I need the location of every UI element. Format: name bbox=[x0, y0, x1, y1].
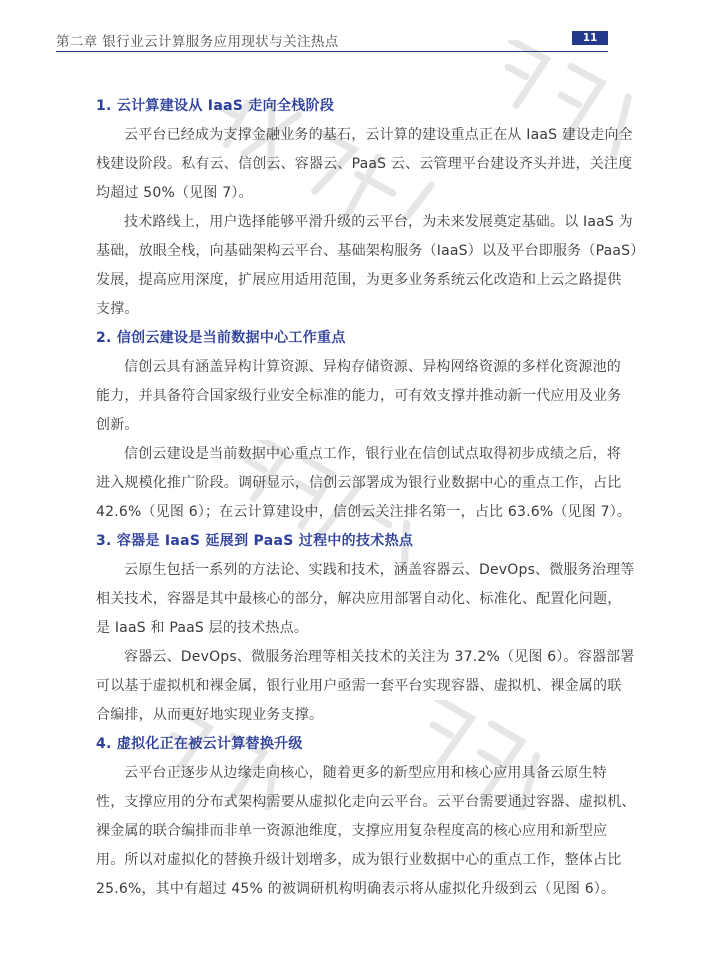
section-title: 4. 虚拟化正在被云计算替换升级 bbox=[96, 736, 303, 752]
paragraph bbox=[96, 208, 645, 324]
text-line: 25.6%，其中有超过 45% 的被调研机构明确表示将从虚拟化升级到云（见图 6）。 bbox=[96, 881, 616, 897]
chapter-title: 第二章 银行业云计算服务应用现状与关注热点 bbox=[56, 34, 339, 50]
text-line: 支撑。 bbox=[96, 301, 139, 317]
header-divider bbox=[56, 51, 608, 52]
text-line: 合编排，从而更好地实现业务支撑。 bbox=[96, 707, 324, 723]
text-line: 可以基于虚拟机和裸金属，银行业用户亟需一套平台实现容器、虚拟机、裸金属的联 bbox=[96, 678, 622, 694]
text-line: 进入规模化推广阶段。调研显示，信创云部署成为银行业数据中心的重点工作，占比 bbox=[96, 475, 622, 491]
page-header bbox=[56, 27, 608, 49]
paragraph bbox=[96, 643, 635, 730]
paragraph bbox=[96, 353, 622, 440]
text-line: 栈建设阶段。私有云、信创云、容器云、PaaS 云、云管理平台建设齐头并进，关注度 bbox=[96, 156, 633, 172]
page-number-badge: 11 bbox=[572, 31, 608, 45]
text-line: 云原生包括一系列的方法论、实践和技术，涵盖容器云、DevOps、微服务治理等 bbox=[124, 562, 635, 578]
text-line: 容器云、DevOps、微服务治理等相关技术的关注为 37.2%（见图 6）。容器部署 bbox=[124, 649, 635, 665]
text-line: 均超过 50%（见图 7）。 bbox=[96, 185, 253, 201]
text-line: 性，支撑应用的分布式架构需要从虚拟化走向云平台。云平台需要通过容器、虚拟机、 bbox=[96, 794, 636, 810]
section-title: 3. 容器是 IaaS 延展到 PaaS 过程中的技术热点 bbox=[96, 533, 414, 549]
text-line: 信创云建设是当前数据中心重点工作，银行业在信创试点取得初步成绩之后，将 bbox=[124, 446, 621, 462]
section-3 bbox=[96, 527, 635, 730]
text-line: 能力，并具备符合国家级行业安全标准的能力，可有效支撑并推动新一代应用及业务 bbox=[96, 388, 622, 404]
text-line: 云平台已经成为支撑金融业务的基石，云计算的建设重点正在从 IaaS 建设走向全 bbox=[124, 127, 633, 143]
text-line: 发展，提高应用深度，扩展应用适用范围，为更多业务系统云化改造和上云之路提供 bbox=[96, 272, 622, 288]
section-1 bbox=[96, 92, 645, 324]
text-line: 云平台正逐步从边缘走向核心，随着更多的新型应用和核心应用具备云原生特 bbox=[124, 765, 607, 781]
paragraph bbox=[96, 121, 633, 208]
section-title: 1. 云计算建设从 IaaS 走向全栈阶段 bbox=[96, 98, 335, 114]
paragraph bbox=[96, 556, 635, 643]
section-4 bbox=[96, 730, 636, 904]
text-line: 42.6%（见图 6）；在云计算建设中，信创云关注排名第一，占比 63.6%（见图 7）。 bbox=[96, 504, 632, 520]
text-line: 用。所以对虚拟化的替换升级计划增多，成为银行业数据中心的重点工作，整体占比 bbox=[96, 852, 622, 868]
text-line: 信创云具有涵盖异构计算资源、异构存储资源、异构网络资源的多样化资源池的 bbox=[124, 359, 621, 375]
section-title: 2. 信创云建设是当前数据中心工作重点 bbox=[96, 330, 346, 346]
article-body bbox=[96, 92, 645, 904]
paragraph bbox=[96, 759, 636, 904]
text-line: 基础，放眼全栈，向基础架构云平台、基础架构服务（IaaS）以及平台即服务（PaaS） bbox=[96, 243, 645, 259]
text-line: 创新。 bbox=[96, 417, 139, 433]
text-line: 技术路线上，用户选择能够平滑升级的云平台，为未来发展奠定基础。以 IaaS 为 bbox=[124, 214, 633, 230]
text-line: 裸金属的联合编排而非单一资源池维度，支撑应用复杂程度高的核心应用和新型应 bbox=[96, 823, 608, 839]
text-line: 是 IaaS 和 PaaS 层的技术热点。 bbox=[96, 620, 309, 636]
text-line: 相关技术，容器是其中最核心的部分，解决应用部署自动化、标准化、配置化问题， bbox=[96, 591, 622, 607]
section-2 bbox=[96, 324, 632, 527]
paragraph bbox=[96, 440, 632, 527]
